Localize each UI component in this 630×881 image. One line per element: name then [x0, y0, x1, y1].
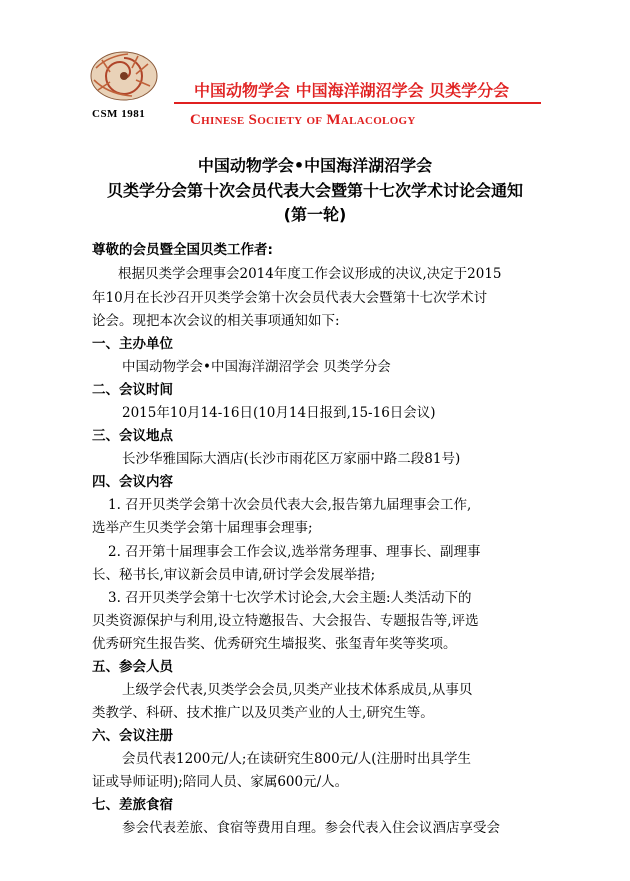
section-line: 贝类资源保护与利用,设立特邀报告、大会报告、专题报告等,评选 [92, 613, 479, 629]
section-heading: 五、参会人员 [92, 659, 173, 675]
section-heading: 二、会议时间 [92, 382, 173, 398]
section-line: 1. 召开贝类学会第十次会员代表大会,报告第九届理事会工作, [108, 497, 472, 513]
intro-line: 根据贝类学会理事会2014年度工作会议形成的决议,决定于2015 [118, 266, 502, 282]
salutation: 尊敬的会员暨全国贝类工作者: [92, 242, 273, 258]
intro-line: 年10月在长沙召开贝类学会第十次会员代表大会暨第十七次学术讨 [92, 290, 488, 306]
section-heading: 七、差旅食宿 [92, 797, 173, 813]
section-line: 会员代表1200元/人;在读研究生800元/人(注册时出具学生 [122, 751, 472, 767]
section-line: 2015年10月14-16日(10月14日报到,15-16日会议) [122, 405, 436, 421]
section-line: 证或导师证明);陪同人员、家属600元/人。 [92, 774, 349, 790]
section-line: 类教学、科研、技术推广以及贝类产业的人士,研究生等。 [92, 705, 434, 721]
section-line: 长、秘书长,审议新会员申请,研讨学会发展举措; [92, 567, 376, 583]
logo-caption: CSM 1981 [92, 108, 146, 120]
section-line: 2. 召开第十届理事会工作会议,选举常务理事、理事长、副理事 [108, 544, 481, 560]
section-line: 中国动物学会•中国海洋湖沼学会 贝类学分会 [122, 359, 391, 375]
section-heading: 六、会议注册 [92, 728, 173, 744]
section-line: 选举产生贝类学会第十届理事会理事; [92, 520, 313, 536]
section-line: 上级学会代表,贝类学会会员,贝类产业技术体系成员,从事贝 [122, 682, 473, 698]
header-org-en: Chinese Society of Malacology [190, 112, 416, 128]
section-heading: 四、会议内容 [92, 474, 173, 490]
section-heading: 一、主办单位 [92, 336, 173, 352]
section-line: 参会代表差旅、食宿等费用自理。参会代表入住会议酒店享受会 [122, 820, 500, 836]
title-line-3: (第一轮) [283, 205, 347, 224]
header-org-cn: 中国动物学会 中国海洋湖沼学会 贝类学分会 [194, 81, 510, 100]
intro-line: 论会。现把本次会议的相关事项通知如下: [92, 313, 340, 329]
title-line-2: 贝类学分会第十次会员代表大会暨第十七次学术讨论会通知 [106, 181, 523, 200]
section-heading: 三、会议地点 [92, 428, 173, 444]
title-line-1: 中国动物学会•中国海洋湖沼学会 [197, 156, 433, 175]
nautilus-shell-logo-icon [88, 46, 160, 102]
section-line: 长沙华雅国际大酒店(长沙市雨花区万家丽中路二段81号) [122, 451, 461, 467]
header-divider [174, 102, 541, 104]
section-line: 3. 召开贝类学会第十七次学术讨论会,大会主题:人类活动下的 [108, 590, 472, 606]
section-line: 优秀研究生报告奖、优秀研究生墙报奖、张玺青年奖等奖项。 [92, 636, 457, 652]
